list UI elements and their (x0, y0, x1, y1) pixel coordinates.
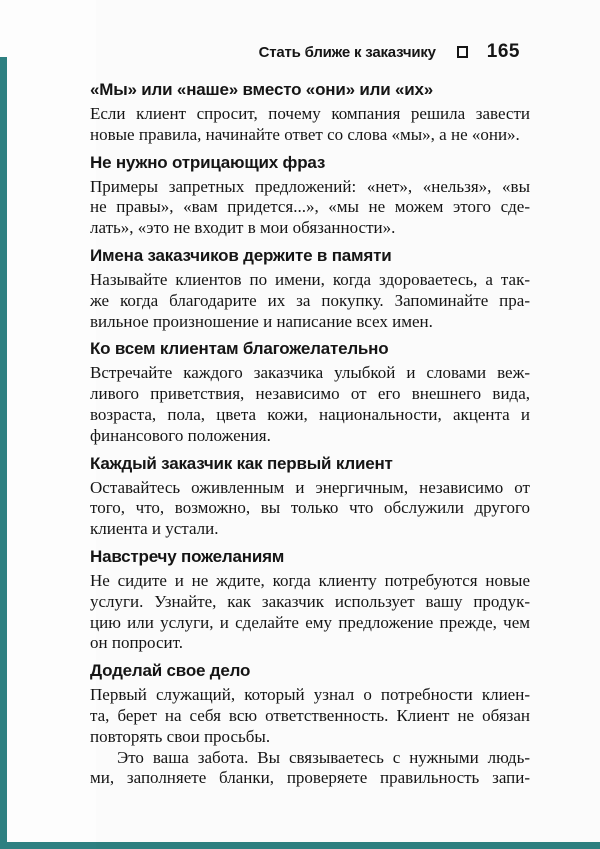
paragraph (90, 478, 530, 540)
running-title: Стать ближе к заказчику (258, 43, 436, 61)
section (90, 661, 530, 789)
text-line: ми, заполняете бланки, проверяете правильность запи- (90, 768, 530, 788)
section (90, 153, 530, 239)
text-line: ливого приветствия, независимо от его внешнего вида, (90, 384, 530, 404)
left-border-accent (0, 57, 7, 849)
text-line: возраста, пола, цвета кожи, национальности, акцента и (90, 404, 530, 424)
text-line: цию или услуги, и сделайте ему предложение прежде, чем (90, 612, 530, 632)
text-line: вильное произношение и написание всех имен. (90, 311, 433, 331)
text-line: Это ваша забота. Вы связываетесь с нужными людь- (117, 747, 530, 767)
section-heading: Доделай свое дело (90, 661, 251, 681)
paragraph (90, 748, 530, 790)
text-line: та, берет на себя всю ответственность. Клиент не обязан (90, 705, 530, 725)
page-header (259, 41, 520, 63)
section (90, 80, 530, 146)
section (90, 339, 530, 446)
section (90, 547, 530, 654)
text-line: лать», «это не входит в мои обязанности». (90, 218, 396, 238)
text-line: он попросит. (90, 633, 184, 653)
text-line: Называйте клиентов по имени, когда здороваетесь, а так- (90, 269, 530, 289)
paragraph (90, 571, 530, 654)
text-line: Встречайте каждого заказчика улыбкой и словами веж- (90, 363, 530, 383)
square-bullet-icon (457, 46, 468, 58)
text-line: финансового положения. (90, 425, 271, 445)
section (90, 246, 530, 332)
page-content (90, 73, 530, 789)
paragraph (90, 104, 530, 146)
text-line: не правы», «вам придется...», «мы не можем этого сде- (90, 197, 530, 217)
section (90, 454, 530, 540)
section-heading: Не нужно отрицающих фраз (90, 152, 326, 172)
paragraph (90, 685, 530, 747)
text-line: Не сидите и не ждите, когда клиенту потребуются новые (90, 570, 530, 590)
page-number: 165 (486, 41, 520, 62)
text-line: услуги. Узнайте, как заказчик использует вашу продук- (90, 591, 530, 611)
text-line: Примеры запретных предложений: «нет», «нельзя», «вы (90, 176, 530, 196)
text-line: Если клиент спросит, почему компания решила завести (90, 104, 530, 123)
text-line: клиента и устали. (90, 519, 219, 539)
paragraph (90, 363, 530, 446)
text-line: повторять свои просьбы. (90, 726, 271, 746)
text-line: новые правила, начинайте ответ со слова «мы», а не «они». (90, 124, 520, 144)
paragraph (90, 270, 530, 332)
text-line: Первый служащий, который узнал о потребности клиен- (90, 685, 530, 705)
section-heading: Ко всем клиентам благожелательно (90, 339, 389, 359)
section-heading: «Мы» или «наше» вместо «они» или «их» (90, 80, 433, 99)
bottom-border-accent (0, 842, 600, 849)
paragraph (90, 177, 530, 239)
section-heading: Навстречу пожеланиям (90, 546, 285, 566)
text-line: же когда благодарите их за покупку. Запоминайте пра- (90, 290, 530, 310)
text-line: Оставайтесь оживленным и энергичным, независимо от (90, 477, 530, 497)
text-line: того, что, возможно, вы только что обслужили другого (90, 498, 530, 518)
section-heading: Имена заказчиков держите в памяти (90, 245, 392, 265)
section-heading: Каждый заказчик как первый клиент (90, 453, 393, 473)
